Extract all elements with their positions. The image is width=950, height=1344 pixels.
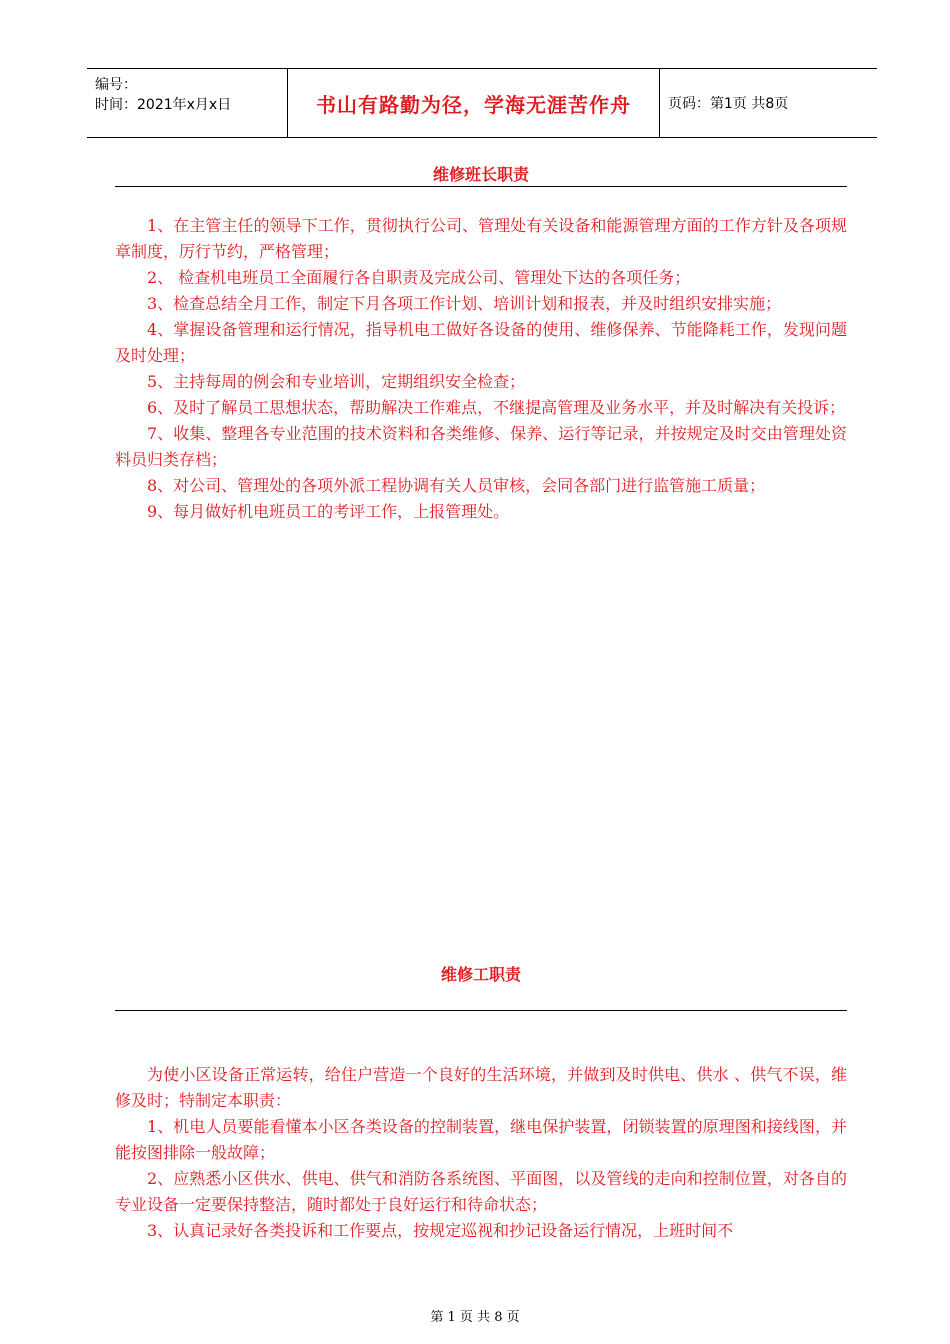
header-motto-cell xyxy=(287,69,660,137)
paragraph: 5、主持每周的例会和专业培训，定期组织安全检查； xyxy=(147,372,526,391)
section1-content xyxy=(115,213,847,525)
section2-content xyxy=(115,1062,847,1244)
page-footer: 第 1 页 共 8 页 xyxy=(430,1310,520,1325)
paragraph: 6、及时了解员工思想状态，帮助解决工作难点，不继提高管理及业务水平，并及时解决有关投诉； xyxy=(147,398,846,417)
header-page-cell xyxy=(660,69,877,137)
header-meta xyxy=(87,69,287,137)
section2-title: 维修工职责 xyxy=(440,965,521,984)
section1-title: 维修班长职责 xyxy=(432,165,529,184)
page-header xyxy=(87,68,877,138)
motto: 书山有路勤为径，学海无涯苦作舟 xyxy=(316,92,631,117)
paragraph: 为使小区设备正常运转，给住户营造一个良好的生活环境，并做到及时供电、供水 、供气不误，维修及时；特制定本职责： xyxy=(115,1065,847,1110)
paragraph: 1、在主管主任的领导下工作，贯彻执行公司、管理处有关设备和能源管理方面的工作方针及各项规章制度，厉行节约，严格管理； xyxy=(115,216,847,261)
section2-divider xyxy=(115,1010,847,1011)
paragraph: 4、掌握设备管理和运行情况，指导机电工做好各设备的使用、维修保养、节能降耗工作，发现问题及时处理； xyxy=(115,320,847,365)
serial-label: 编号： xyxy=(95,77,137,93)
time-label: 时间：2021年x月x日 xyxy=(95,97,232,113)
paragraph: 9、每月做好机电班员工的考评工作，上报管理处。 xyxy=(147,502,510,521)
paragraph: 2、 检查机电班员工全面履行各自职责及完成公司、管理处下达的各项任务； xyxy=(147,268,691,287)
paragraph: 1、机电人员要能看懂本小区各类设备的控制装置，继电保护装置，闭锁装置的原理图和接线图，并能按图排除一般故障； xyxy=(115,1117,847,1162)
paragraph: 3、检查总结全月工作，制定下月各项工作计划、培训计划和报表，并及时组织安排实施； xyxy=(147,294,782,313)
paragraph: 7、收集、整理各专业范围的技术资料和各类维修、保养、运行等记录，并按规定及时交由管理处资料员归类存档； xyxy=(115,424,847,469)
paragraph: 2、应熟悉小区供水、供电、供气和消防各系统图、平面图，以及管线的走向和控制位置，对各自的专业设备一定要保持整洁，随时都处于良好运行和待命状态； xyxy=(115,1169,847,1214)
page-info: 页码：第1页 共8页 xyxy=(668,96,789,112)
paragraph: 3、认真记录好各类投诉和工作要点，按规定巡视和抄记设备运行情况，上班时间不 xyxy=(147,1221,734,1240)
paragraph: 8、对公司、管理处的各项外派工程协调有关人员审核，会同各部门进行监管施工质量； xyxy=(147,476,766,495)
section1-divider xyxy=(115,186,847,187)
